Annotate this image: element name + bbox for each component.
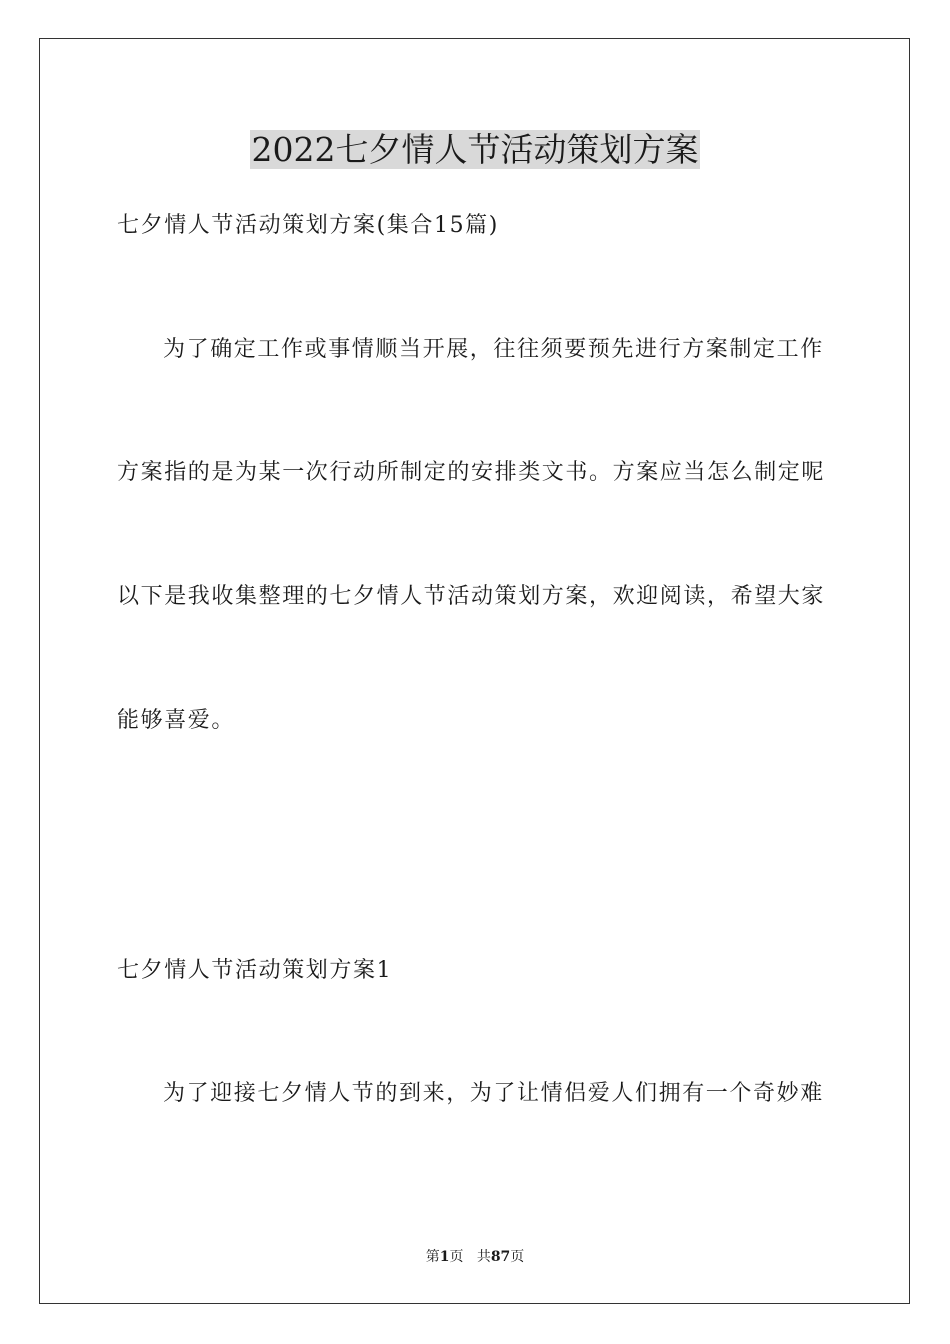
- intro-line-3: 以下是我收集整理的七夕情人节活动策划方案，欢迎阅读，希望大家: [117, 584, 826, 609]
- footer-page-prefix: 第: [425, 1249, 440, 1265]
- intro-line-4: 能够喜爱。: [117, 708, 236, 733]
- intro-line-2: 方案指的是为某一次行动所制定的安排类文书。方案应当怎么制定呢: [117, 460, 826, 485]
- document-title-text: 2022七夕情人节活动策划方案: [251, 130, 699, 169]
- page-footer: [0, 1248, 950, 1266]
- footer-page-current: 1: [439, 1249, 450, 1265]
- footer-total-suffix: 页: [510, 1249, 525, 1265]
- document-subtitle: 七夕情人节活动策划方案(集合15篇): [117, 213, 499, 238]
- document-title: [0, 128, 950, 172]
- section-heading: 七夕情人节活动策划方案1: [117, 958, 393, 983]
- footer-page-total: 87: [490, 1249, 511, 1265]
- intro-line-1: 为了确定工作或事情顺当开展，往往须要预先进行方案制定工作: [163, 337, 824, 362]
- footer-page-suffix: 页: [449, 1249, 464, 1265]
- section-first-line: 为了迎接七夕情人节的到来，为了让情侣爱人们拥有一个奇妙难: [163, 1081, 824, 1106]
- footer-total-prefix: 共: [476, 1249, 491, 1265]
